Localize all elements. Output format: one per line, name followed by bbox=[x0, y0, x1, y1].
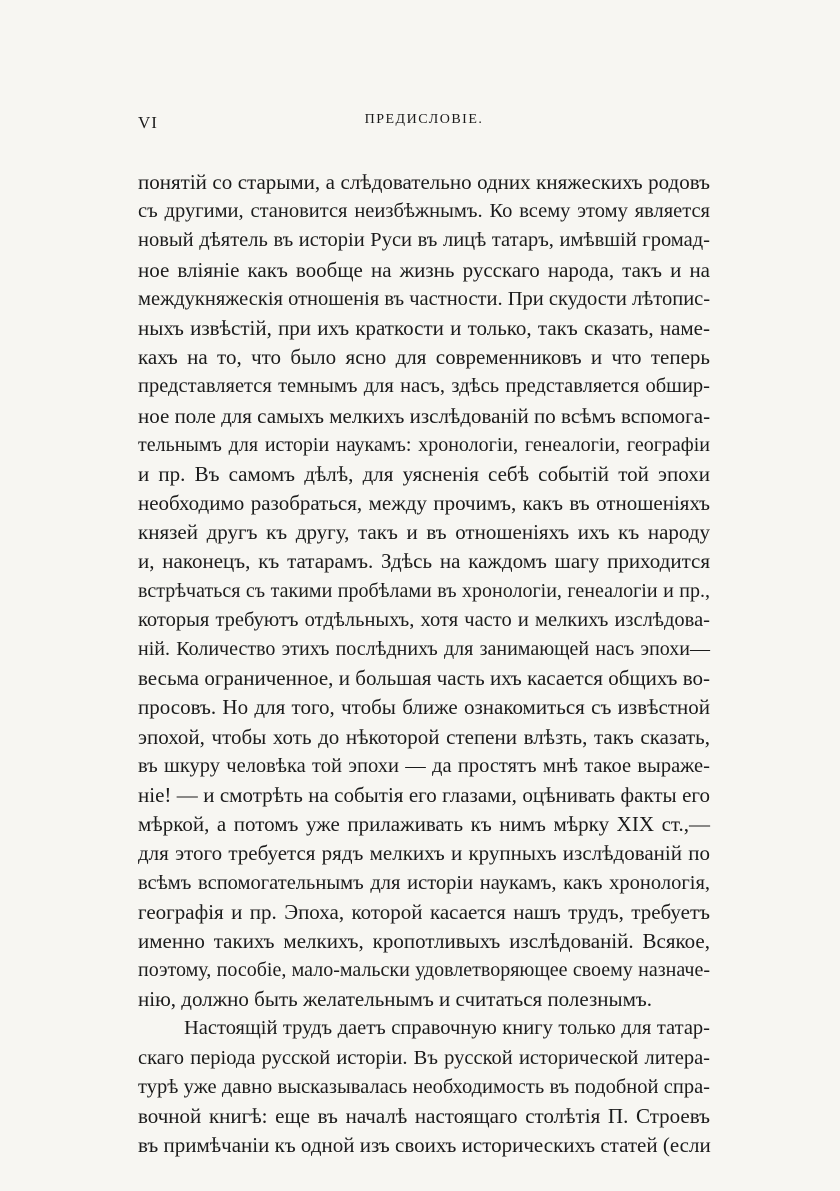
paragraph-1 bbox=[138, 168, 710, 1014]
text-line: всѣмъ вспомогательнымъ для исторіи наукамъ, какъ хронологія, bbox=[138, 871, 710, 894]
text-line: ное вліяніе какъ вообще на жизнь русскаго народа, такъ и на bbox=[138, 257, 710, 282]
text-line: которыя требуютъ отдѣльныхъ, хотя часто и мелкихъ изслѣдова- bbox=[138, 608, 710, 631]
text-line: ныхъ извѣстій, при ихъ краткости и только, такъ сказать, наме- bbox=[138, 315, 710, 340]
text-line: въ примѣчаніи къ одной изъ своихъ историческихъ статей (если bbox=[138, 1133, 711, 1158]
text-line: встрѣчаться съ такими пробѣлами въ хронологіи, генеалогіи и пр., bbox=[138, 579, 710, 602]
text-line: князей другъ къ другу, такъ и въ отношеніяхъ ихъ къ народу bbox=[138, 520, 710, 545]
text-line: турѣ уже давно высказывалась необходимость въ подобной спра- bbox=[138, 1075, 710, 1098]
text-line: кахъ на то, что было ясно для современниковъ и что теперь bbox=[138, 345, 710, 370]
text-line: просовъ. Но для того, чтобы ближе ознакомиться съ извѣстной bbox=[138, 695, 710, 720]
text-line: новый дѣятель въ исторіи Руси въ лицѣ татаръ, имѣвшій громад- bbox=[138, 229, 710, 252]
text-line: ное поле для самыхъ мелкихъ изслѣдованій по всѣмъ вспомога- bbox=[138, 403, 711, 428]
text-line: скаго періода русской исторіи. Въ русской исторической литера- bbox=[138, 1046, 710, 1069]
text-line: поэтому, пособіе, мало-мальски удовлетворяющее своему назначе- bbox=[138, 959, 710, 982]
text-line: ніе! — и смотрѣть на событія его глазами, оцѣнивать факты его bbox=[138, 782, 710, 807]
text-line: именно такихъ мелкихъ, кропотливыхъ изслѣдованій. Всякое, bbox=[138, 928, 710, 953]
paragraph-2 bbox=[138, 1014, 710, 1160]
text-line: весьма ограниченное, и большая часть ихъ касается общихъ во- bbox=[138, 666, 710, 691]
text-line: ній. Количество этихъ послѣднихъ для занимающей насъ эпохи— bbox=[138, 638, 710, 660]
text-line: Настоящій трудъ даетъ справочную книгу только для татар- bbox=[184, 1017, 710, 1040]
text-line: междукняжескія отношенія въ частности. При скудости лѣтопис- bbox=[138, 287, 711, 310]
text-line: для этого требуется рядъ мелкихъ и крупныхъ изслѣдованій по bbox=[138, 841, 710, 866]
text-line: и, наконецъ, къ татарамъ. Здѣсь на каждомъ шагу приходится bbox=[138, 549, 710, 574]
page-number: VI bbox=[138, 113, 158, 132]
text-line: необходимо разобраться, между прочимъ, какъ въ отношеніяхъ bbox=[138, 491, 710, 516]
body-text bbox=[138, 168, 710, 1160]
text-line: вочной книгѣ: еще въ началѣ настоящаго столѣтія П. Строевъ bbox=[138, 1104, 710, 1128]
text-line: въ шкуру человѣка той эпохи — да простятъ мнѣ такое выраже- bbox=[138, 754, 710, 777]
text-line: географія и пр. Эпоха, которой касается нашъ трудъ, требуетъ bbox=[138, 899, 710, 924]
text-line: понятій со старыми, а слѣдовательно одних княжескихъ родовъ bbox=[138, 170, 710, 194]
text-line: эпохой, чтобы хоть до нѣкоторой степени влѣзть, такъ сказать, bbox=[138, 724, 710, 749]
text-line: тельнымъ для исторіи наукамъ: хронологіи, генеалогіи, географіи bbox=[138, 433, 710, 456]
text-line: мѣркой, а потомъ уже прилаживать къ нимъ мѣрку XIX ст.,— bbox=[138, 812, 710, 837]
text-line: съ другими, становится неизбѣжнымъ. Ко всему этому является bbox=[138, 200, 710, 223]
text-line: нію, должно быть желательнымъ и считаться полезнымъ. bbox=[138, 987, 652, 1012]
text-line: представляется темнымъ для насъ, здѣсь представляется обшир- bbox=[138, 375, 710, 398]
running-head: ПРЕДИСЛОВІЕ. bbox=[364, 112, 484, 127]
text-line: и пр. Въ самомъ дѣлѣ, для уясненія себѣ событій той эпохи bbox=[138, 461, 710, 486]
